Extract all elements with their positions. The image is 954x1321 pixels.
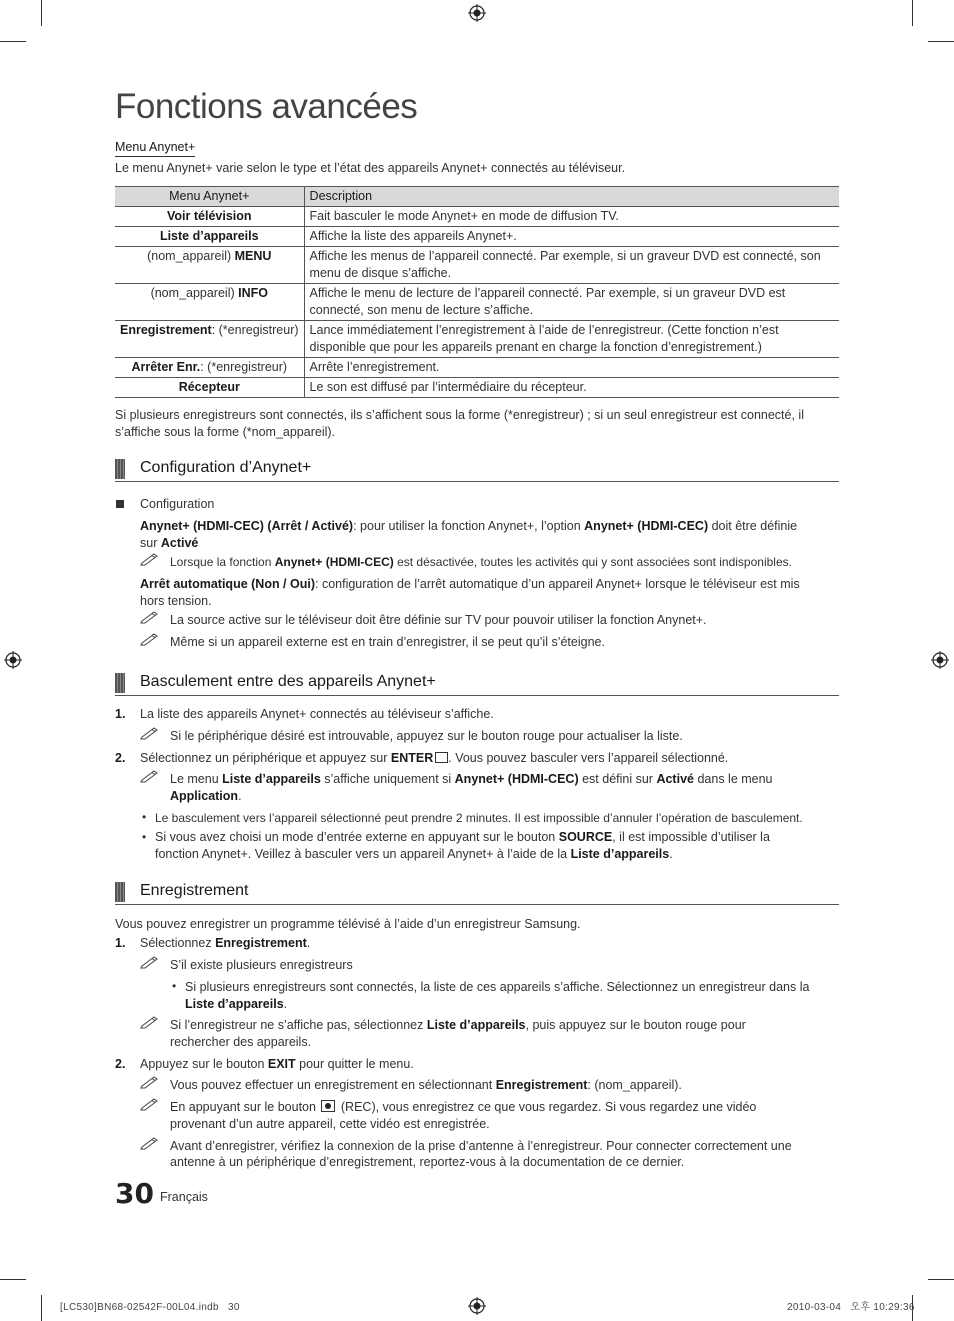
table-cell-description: Affiche le menu de lecture de l’appareil connecté. Par exemple, si un graveur DVD est connecté, son menu de lecture s’affiche. <box>304 284 839 321</box>
switch-step-2-note-cont: Application. <box>170 789 242 803</box>
switch-step-2-note: Le menu Liste d’appareils s’affiche uniquement si Anynet+ (HDMI-CEC) est défini sur Activé dans le menu <box>170 772 773 786</box>
config-auto-off-text-cont: hors tension. <box>140 594 212 608</box>
anynet-menu-table <box>115 186 839 398</box>
switch-bullet-1: Le basculement vers l’appareil sélectionné peut prendre 2 minutes. Il est impossible d’annuler l’opération de basculement. <box>155 811 803 825</box>
table-row <box>115 378 839 398</box>
page-title: Fonctions avancées <box>115 87 418 126</box>
table-row <box>115 227 839 247</box>
switch-step-2: Sélectionnez un périphérique et appuyez sur ENTER . Vous pouvez basculer vers l’appareil sélectionné. <box>140 751 729 765</box>
multi-recorder-note: Si plusieurs enregistreurs sont connectés, ils s’affichent sous la forme (*enregistreur) ; si un seul enregistreur est connecté, il s’affiche sous la forme (*nom_appareil). <box>115 408 804 439</box>
table-row <box>115 247 839 284</box>
table-header-row <box>115 187 839 207</box>
rec-button-icon <box>321 1100 335 1112</box>
table-cell-menu: (nom_appareil) INFO <box>115 284 304 321</box>
table-cell-menu: Liste d’appareils <box>115 227 304 247</box>
record-step-1: Sélectionnez Enregistrement. <box>140 936 311 950</box>
config-note-3: Même si un appareil externe est en train d’enregistrer, il se peut qu’il s’éteigne. <box>170 635 605 649</box>
menu-anynet-label: Menu Anynet+ <box>115 139 195 157</box>
record-note-5-cont: antenne à un périphérique d’enregistrement, reportez-vous à la documentation de ce dernier. <box>170 1155 685 1169</box>
table-cell-menu: Enregistrement: (*enregistreur) <box>115 321 304 358</box>
record-note-2: Si l’enregistreur ne s’affiche pas, sélectionnez Liste d’appareils, puis appuyez sur le bouton rouge pour <box>170 1018 746 1032</box>
table-cell-description: Lance immédiatement l’enregistrement à l’aide de l’enregistreur. (Cette fonction n’est disponible que pour les appareils prenant en charge la fonction d’enregistrement.) <box>304 321 839 358</box>
crop-mark <box>912 0 913 26</box>
bullet-dot-icon: • <box>142 810 147 824</box>
section-header-config <box>115 457 839 482</box>
config-hdmi-cec-text-cont: sur Activé <box>140 536 199 550</box>
config-note-1: Lorsque la fonction Anynet+ (HDMI-CEC) est désactivée, toutes les activités qui y sont associées sont indisponibles. <box>170 555 792 569</box>
record-sub-bullet: Si plusieurs enregistreurs sont connectés, la liste de ces appareils s’affiche. Sélectionnez un enregistreur dans la <box>185 980 810 994</box>
note-pencil-icon <box>140 632 160 646</box>
record-note-2-cont: rechercher des appareils. <box>170 1035 312 1049</box>
config-hdmi-cec-text: Anynet+ (HDMI-CEC) (Arrêt / Activé): pour utiliser la fonction Anynet+, l’option Anynet+ (HDMI-CEC) doit être définie <box>140 519 798 533</box>
table-row <box>115 207 839 227</box>
section-title: Basculement entre des appareils Anynet+ <box>140 673 436 690</box>
note-pencil-icon <box>140 610 160 624</box>
crop-mark <box>41 0 42 26</box>
switch-step-1: La liste des appareils Anynet+ connectés au téléviseur s’affiche. <box>140 707 494 721</box>
note-pencil-icon <box>140 955 160 969</box>
menu-intro: Le menu Anynet+ varie selon le type et l’état des appareils Anynet+ connectés au téléviseur. <box>115 161 626 175</box>
print-file-info: [LC530]BN68-02542F-00L04.indb 30 <box>60 1302 240 1313</box>
bullet-dot-icon: • <box>172 979 177 993</box>
table-cell-menu: (nom_appareil) MENU <box>115 247 304 284</box>
note-pencil-icon <box>140 1136 160 1150</box>
note-pencil-icon <box>140 552 160 566</box>
note-pencil-icon <box>140 1097 160 1111</box>
table-header-menu: Menu Anynet+ <box>115 187 304 207</box>
config-item-title: Configuration <box>140 497 215 511</box>
crop-mark <box>928 1279 954 1280</box>
page-number: 30 <box>115 1177 154 1210</box>
note-pencil-icon <box>140 1015 160 1029</box>
switch-bullet-2: Si vous avez choisi un mode d’entrée externe en appuyant sur le bouton SOURCE, il est impossible d’utiliser la <box>155 830 770 844</box>
switch-bullet-2-cont: fonction Anynet+. Veillez à basculer vers un appareil Anynet+ à l’aide de la Liste d’appareils. <box>155 847 673 861</box>
record-step-2: Appuyez sur le bouton EXIT pour quitter le menu. <box>140 1057 414 1071</box>
registration-mark-icon <box>468 1297 486 1315</box>
record-note-1: S’il existe plusieurs enregistreurs <box>170 958 353 972</box>
config-note-2: La source active sur le téléviseur doit être définie sur TV pour pouvoir utiliser la fonction Anynet+. <box>170 613 707 627</box>
table-row <box>115 358 839 378</box>
crop-mark <box>41 1295 42 1321</box>
section-bar-icon <box>115 882 125 902</box>
section-title: Enregistrement <box>140 882 249 899</box>
registration-mark-icon <box>468 4 486 22</box>
print-date-info: 2010-03-04 오후 10:29:36 <box>787 1302 915 1313</box>
crop-mark <box>0 1279 26 1280</box>
step-number: 2. <box>115 1057 126 1071</box>
registration-mark-icon <box>4 651 22 669</box>
crop-mark <box>0 41 26 42</box>
table-cell-menu: Arrêter Enr.: (*enregistreur) <box>115 358 304 378</box>
step-number: 1. <box>115 936 126 950</box>
language-label: Français <box>160 1190 208 1204</box>
table-cell-description: Affiche la liste des appareils Anynet+. <box>304 227 839 247</box>
table-cell-description: Le son est diffusé par l’intermédiaire du récepteur. <box>304 378 839 398</box>
record-note-3: Vous pouvez effectuer un enregistrement en sélectionnant Enregistrement: (nom_appareil). <box>170 1078 682 1092</box>
switch-step-1-note: Si le périphérique désiré est introuvable, appuyez sur le bouton rouge pour actualiser la liste. <box>170 729 683 743</box>
bullet-dot-icon: • <box>142 830 147 844</box>
config-auto-off-text: Arrêt automatique (Non / Oui): configuration de l’arrêt automatique d’un appareil Anynet+ lorsque le téléviseur est mis <box>140 577 800 591</box>
section-title: Configuration d’Anynet+ <box>140 459 312 476</box>
record-intro: Vous pouvez enregistrer un programme télévisé à l’aide d’un enregistreur Samsung. <box>115 917 581 931</box>
step-number: 1. <box>115 707 126 721</box>
section-header-record <box>115 880 839 905</box>
note-pencil-icon <box>140 769 160 783</box>
record-note-5: Avant d’enregistrer, vérifiez la connexion de la prise d’antenne à l’enregistreur. Pour connecter correctement une <box>170 1139 792 1153</box>
record-note-4-cont: provenant d’un autre appareil, cette vidéo est enregistrée. <box>170 1117 490 1131</box>
table-cell-description: Fait basculer le mode Anynet+ en mode de diffusion TV. <box>304 207 839 227</box>
table-cell-description: Affiche les menus de l’appareil connecté. Par exemple, si un graveur DVD est connecté, son menu de disque s’affiche. <box>304 247 839 284</box>
table-cell-menu: Voir télévision <box>115 207 304 227</box>
record-sub-bullet-cont: Liste d’appareils. <box>185 997 288 1011</box>
table-cell-menu: Récepteur <box>115 378 304 398</box>
table-header-description: Description <box>304 187 839 207</box>
table-row <box>115 284 839 321</box>
section-bar-icon <box>115 459 125 479</box>
note-pencil-icon <box>140 726 160 740</box>
crop-mark <box>928 41 954 42</box>
table-row <box>115 321 839 358</box>
enter-icon <box>435 752 448 763</box>
square-bullet-icon <box>116 500 124 508</box>
registration-mark-icon <box>931 651 949 669</box>
table-cell-description: Arrête l’enregistrement. <box>304 358 839 378</box>
record-note-4: En appuyant sur le bouton (REC), vous enregistrez ce que vous regardez. Si vous regardez une vidéo <box>170 1100 757 1114</box>
section-bar-icon <box>115 673 125 693</box>
note-pencil-icon <box>140 1075 160 1089</box>
step-number: 2. <box>115 751 126 765</box>
section-header-switch <box>115 671 839 696</box>
